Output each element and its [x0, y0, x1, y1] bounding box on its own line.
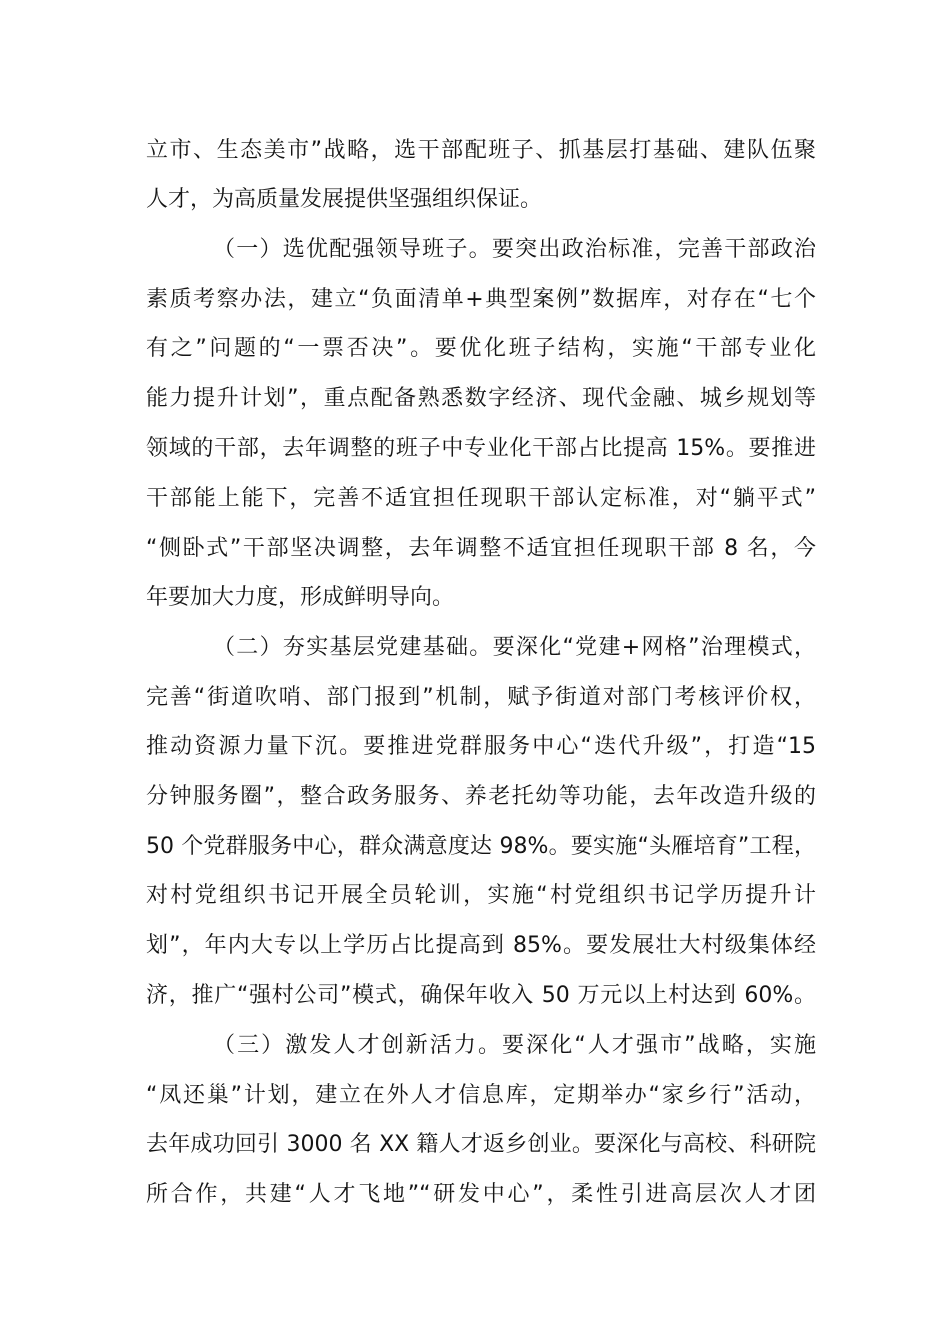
- text-line: 分钟服务圈”，整合政务服务、养老托幼等功能，去年改造升级的: [146, 784, 816, 809]
- text-line: 能力提升计划”，重点配备熟悉数字经济、现代金融、城乡规划等: [146, 386, 816, 411]
- text-line: 划”，年内大专以上学历占比提高到 85%。要发展壮大村级集体经: [146, 933, 816, 958]
- text-line: 所合作，共建“人才飞地”“研发中心”，柔性引进高层次人才团: [146, 1182, 816, 1207]
- text-line: （一）选优配强领导班子。要突出政治标准，完善干部政治: [213, 237, 816, 262]
- text-line: 领域的干部，去年调整的班子中专业化干部占比提高 15%。要推进: [146, 436, 816, 461]
- text-line: 对村党组织书记开展全员轮训，实施“村党组织书记学历提升计: [146, 883, 816, 908]
- text-line: “侧卧式”干部坚决调整，去年调整不适宜担任现职干部 8 名，今: [146, 536, 816, 561]
- text-line: 去年成功回引 3000 名 XX 籍人才返乡创业。要深化与高校、科研院: [146, 1132, 816, 1157]
- text-line: 有之”问题的“一票否决”。要优化班子结构，实施“干部专业化: [146, 336, 816, 361]
- text-line: 完善“街道吹哨、部门报到”机制，赋予街道对部门考核评价权，: [146, 685, 816, 710]
- text-line: 50 个党群服务中心，群众满意度达 98%。要实施“头雁培育”工程，: [146, 834, 816, 859]
- text-line: 年要加大力度，形成鲜明导向。: [146, 585, 455, 610]
- text-line: 人才，为高质量发展提供坚强组织保证。: [146, 187, 543, 212]
- text-line: （二）夯实基层党建基础。要深化“党建+网格”治理模式，: [213, 635, 816, 660]
- text-line: （三）激发人才创新活力。要深化“人才强市”战略，实施: [213, 1033, 816, 1058]
- text-line: 济，推广“强村公司”模式，确保年收入 50 万元以上村达到 60%。: [146, 983, 816, 1008]
- text-line: 干部能上能下，完善不适宜担任现职干部认定标准，对“躺平式”: [146, 486, 816, 511]
- text-line: 推动资源力量下沉。要推进党群服务中心“迭代升级”，打造“15: [146, 734, 816, 759]
- text-line: 立市、生态美市”战略，选干部配班子、抓基层打基础、建队伍聚: [146, 138, 816, 163]
- text-line: “凤还巢”计划，建立在外人才信息库，定期举办“家乡行”活动，: [146, 1083, 816, 1108]
- text-line: 素质考察办法，建立“负面清单+典型案例”数据库，对存在“七个: [146, 287, 816, 312]
